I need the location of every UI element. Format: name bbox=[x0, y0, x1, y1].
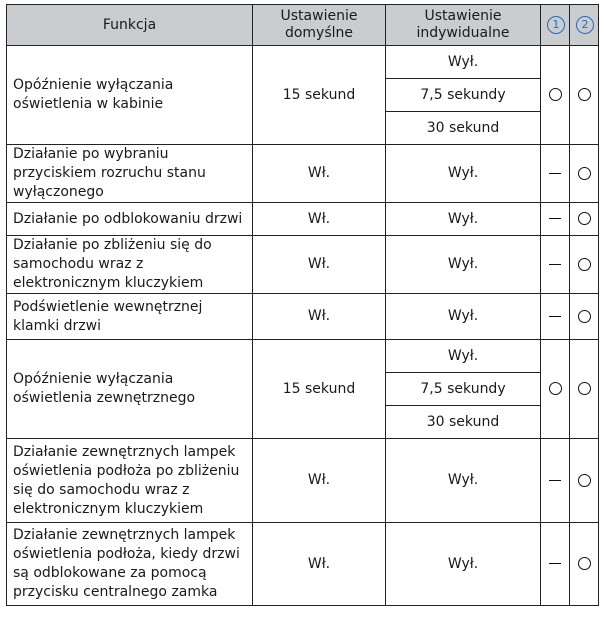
col1-mark-cell bbox=[541, 203, 570, 236]
table-row bbox=[7, 523, 599, 606]
col1-mark-cell bbox=[541, 145, 570, 203]
default-value-cell: Wł. bbox=[253, 294, 386, 340]
col2-mark-cell bbox=[570, 439, 599, 523]
col2-mark-cell bbox=[570, 145, 599, 203]
header-col2 bbox=[570, 5, 599, 46]
col1-mark-cell bbox=[541, 523, 570, 606]
custom-option-cell: 30 sekund bbox=[386, 112, 541, 145]
settings-table bbox=[6, 4, 599, 606]
function-cell: Działanie zewnętrznych lampek oświetlenia podłoża po zbliżeniu się do samochodu wraz z elektronicznym kluczykiem bbox=[7, 439, 253, 523]
col1-mark-cell bbox=[541, 340, 570, 439]
custom-option-cell: 7,5 sekundy bbox=[386, 79, 541, 112]
function-cell: Opóźnienie wyłączania oświetlenia zewnętrznego bbox=[7, 340, 253, 439]
function-cell: Działanie zewnętrznych lampek oświetlenia podłoża, kiedy drzwi są odblokowane za pomocą przycisku centralnego zamka bbox=[7, 523, 253, 606]
default-value-cell: 15 sekund bbox=[253, 340, 386, 439]
table-row bbox=[7, 203, 599, 236]
default-value-cell: 15 sekund bbox=[253, 46, 386, 145]
custom-option-cell: 7,5 sekundy bbox=[386, 373, 541, 406]
table-body bbox=[7, 46, 599, 606]
default-value-cell: Wł. bbox=[253, 236, 386, 294]
custom-option-cell: Wył. bbox=[386, 46, 541, 79]
custom-option-cell: Wył. bbox=[386, 145, 541, 203]
function-cell: Działanie po odblokowaniu drzwi bbox=[7, 203, 253, 236]
custom-option-cell: Wył. bbox=[386, 340, 541, 373]
col2-mark-cell bbox=[570, 340, 599, 439]
custom-option-cell: Wył. bbox=[386, 523, 541, 606]
default-value-cell: Wł. bbox=[253, 203, 386, 236]
col2-mark-cell bbox=[570, 294, 599, 340]
circle-mark-icon bbox=[578, 382, 591, 395]
dash-mark-icon bbox=[549, 173, 561, 174]
function-cell: Działanie po zbliżeniu się do samochodu wraz z elektronicznym kluczykiem bbox=[7, 236, 253, 294]
table-row bbox=[7, 294, 599, 340]
circled-two-icon: 2 bbox=[576, 16, 594, 34]
col2-mark-cell bbox=[570, 46, 599, 145]
custom-option-cell: 30 sekund bbox=[386, 406, 541, 439]
table-row bbox=[7, 236, 599, 294]
default-value-cell: Wł. bbox=[253, 439, 386, 523]
circle-mark-icon bbox=[578, 167, 591, 180]
table-header-row bbox=[7, 5, 599, 46]
header-col1 bbox=[541, 5, 570, 46]
table-row bbox=[7, 46, 599, 79]
function-cell: Podświetlenie wewnętrznej klamki drzwi bbox=[7, 294, 253, 340]
col2-mark-cell bbox=[570, 523, 599, 606]
col2-mark-cell bbox=[570, 203, 599, 236]
dash-mark-icon bbox=[549, 316, 561, 317]
table-row bbox=[7, 145, 599, 203]
custom-option-cell: Wył. bbox=[386, 294, 541, 340]
dash-mark-icon bbox=[549, 480, 561, 481]
col1-mark-cell bbox=[541, 46, 570, 145]
function-cell: Działanie po wybraniu przyciskiem rozruchu stanu wyłączonego bbox=[7, 145, 253, 203]
col1-mark-cell bbox=[541, 439, 570, 523]
header-function: Funkcja bbox=[7, 5, 253, 46]
circle-mark-icon bbox=[578, 557, 591, 570]
col1-mark-cell bbox=[541, 236, 570, 294]
dash-mark-icon bbox=[549, 264, 561, 265]
circle-mark-icon bbox=[578, 310, 591, 323]
custom-option-cell: Wył. bbox=[386, 236, 541, 294]
custom-option-cell: Wył. bbox=[386, 439, 541, 523]
table-row bbox=[7, 340, 599, 373]
col2-mark-cell bbox=[570, 236, 599, 294]
col1-mark-cell bbox=[541, 294, 570, 340]
default-value-cell: Wł. bbox=[253, 523, 386, 606]
circled-one-icon: 1 bbox=[547, 16, 565, 34]
default-value-cell: Wł. bbox=[253, 145, 386, 203]
circle-mark-icon bbox=[578, 212, 591, 225]
function-cell: Opóźnienie wyłączania oświetlenia w kabinie bbox=[7, 46, 253, 145]
dash-mark-icon bbox=[549, 218, 561, 219]
circle-mark-icon bbox=[549, 382, 562, 395]
custom-option-cell: Wył. bbox=[386, 203, 541, 236]
header-default: Ustawienie domyślne bbox=[253, 5, 386, 46]
circle-mark-icon bbox=[578, 258, 591, 271]
circle-mark-icon bbox=[549, 88, 562, 101]
circle-mark-icon bbox=[578, 474, 591, 487]
dash-mark-icon bbox=[549, 563, 561, 564]
table-row bbox=[7, 439, 599, 523]
header-custom: Ustawienie indywidualne bbox=[386, 5, 541, 46]
circle-mark-icon bbox=[578, 88, 591, 101]
